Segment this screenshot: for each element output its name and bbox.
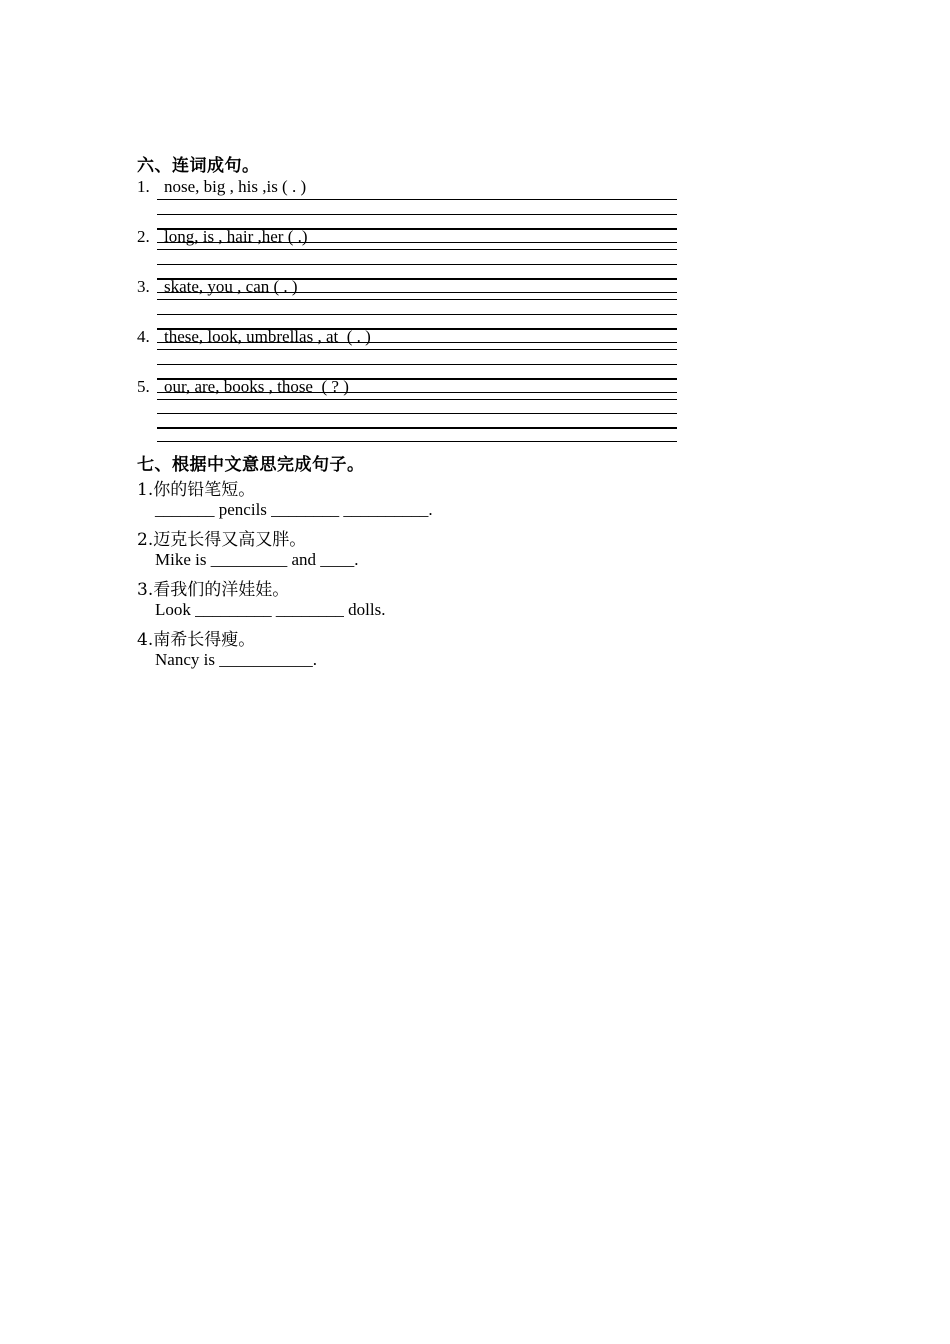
question-1-number: 1. — [137, 177, 150, 196]
answer-line — [157, 199, 677, 200]
answer-line — [157, 364, 677, 365]
question-3-number: 3. — [137, 277, 150, 296]
question-2-number: 2. — [137, 227, 150, 246]
item-3-english: Look _________ ________ dolls. — [155, 600, 386, 619]
answer-line — [157, 314, 677, 315]
item-2-english: Mike is _________ and ____. — [155, 550, 359, 569]
answer-line — [157, 214, 677, 215]
question-5-words: our, are, books , those ( ? ) — [164, 377, 349, 396]
answer-line — [157, 392, 677, 393]
item-1-chinese: 1.你的铅笔短。 — [137, 480, 256, 500]
item-4-english: Nancy is ___________. — [155, 650, 317, 669]
answer-line — [157, 342, 677, 343]
question-4-words: these, look, umbrellas , at ( . ) — [164, 327, 371, 346]
item-2-chinese: 2.迈克长得又高又胖。 — [137, 530, 307, 550]
item-3-chinese: 3.看我们的洋娃娃。 — [137, 580, 290, 600]
section-7-title: 七、根据中文意思完成句子。 — [137, 455, 365, 475]
answer-line — [157, 413, 677, 414]
question-5-number: 5. — [137, 377, 150, 396]
question-4-number: 4. — [137, 327, 150, 346]
item-4-chinese: 4.南希长得瘦。 — [137, 630, 256, 650]
question-2-words: long, is , hair ,her ( .) — [164, 227, 308, 246]
answer-line — [157, 441, 677, 442]
answer-line — [157, 299, 677, 300]
section-6-title: 六、连词成句。 — [137, 156, 260, 176]
answer-line — [157, 427, 677, 429]
answer-line — [157, 264, 677, 265]
answer-line — [157, 242, 677, 243]
item-1-english: _______ pencils ________ __________. — [155, 500, 433, 519]
answer-line — [157, 249, 677, 250]
answer-line — [157, 292, 677, 293]
question-3-words: skate, you , can ( . ) — [164, 277, 298, 296]
answer-line — [157, 399, 677, 400]
question-1-words: nose, big , his ,is ( . ) — [164, 177, 307, 196]
answer-line — [157, 349, 677, 350]
